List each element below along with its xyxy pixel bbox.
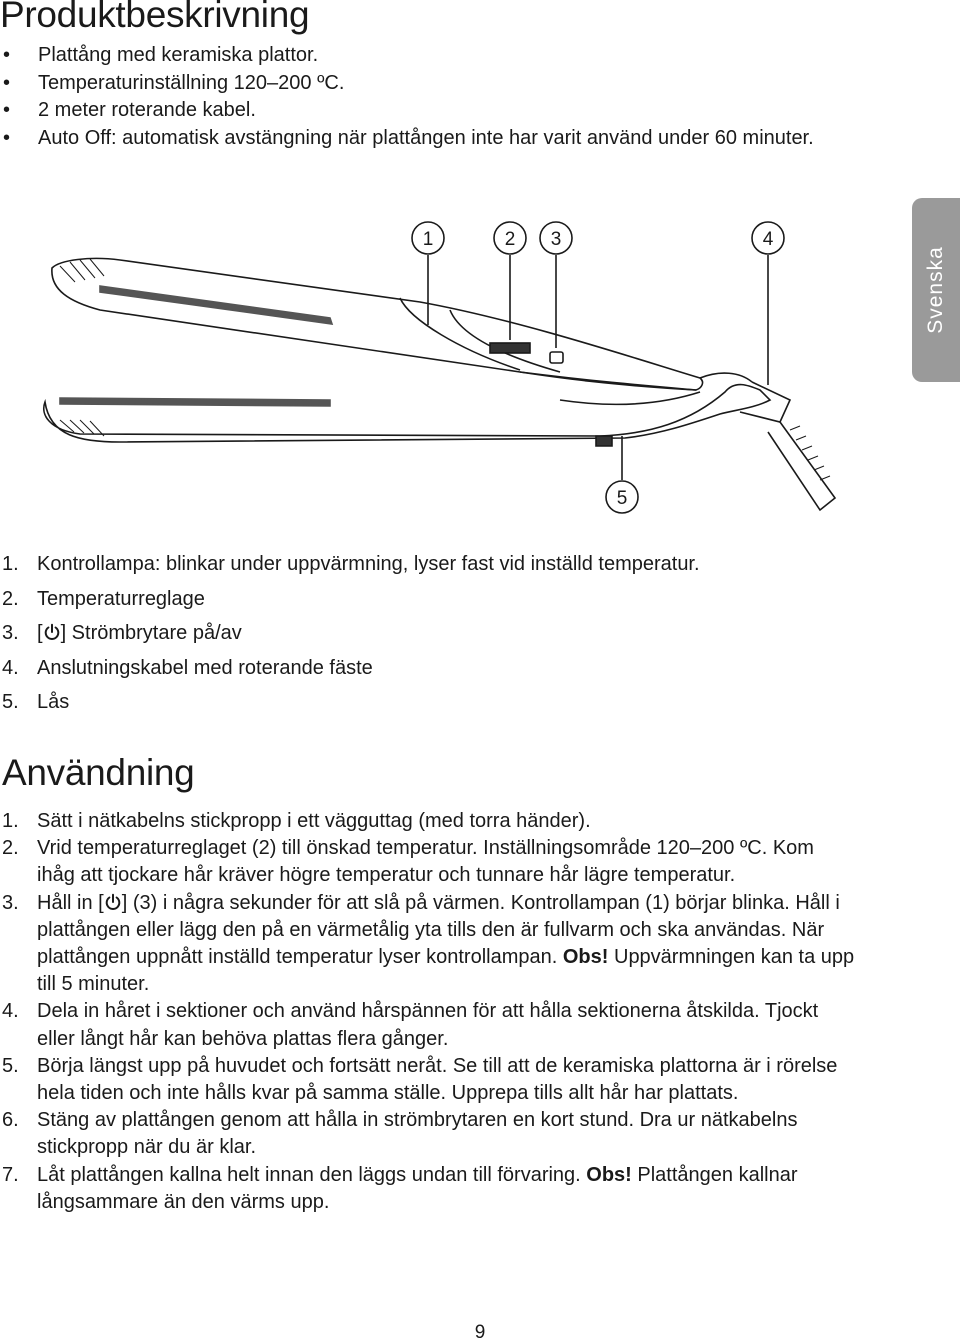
lower-arm bbox=[44, 385, 770, 442]
list-item: 4. Dela in håret i sektioner och använd hårspännen för att hålla sektionerna åtskilda. Tjockt eller långt hår kan behöva plattas flera gånger. bbox=[2, 1000, 819, 1050]
list-item: 4. Anslutningskabel med roterande fäste bbox=[2, 656, 373, 679]
page-number: 9 bbox=[474, 1322, 486, 1343]
list-item: 1. Sätt i nätkabelns stickpropp i ett vägguttag (med torra händer). bbox=[2, 810, 591, 832]
language-tab: Svenska bbox=[912, 198, 960, 382]
callout-2: 2 bbox=[504, 229, 516, 250]
callout-1: 1 bbox=[422, 229, 434, 250]
list-item: 3. Håll in [ ] (3) i några sekunder för att slå på värmen. Kontrollampan (1) börjar blinka. Håll i plattången eller lägg den på en värmetålig yta tills den är fullvarm och ska användas. När plattången uppnått inställd temperatur lyser kontrollampan. Obs! Uppvärmningen kan ta upp till 5 minuter. bbox=[2, 891, 855, 996]
page-title: Produktbeskrivning bbox=[0, 0, 310, 35]
usage-steps bbox=[2, 808, 857, 1216]
bullet-icon: • bbox=[3, 126, 11, 149]
list-item: 5. Lås bbox=[2, 691, 70, 713]
callout-4: 4 bbox=[762, 229, 774, 250]
list-item: 2. Vrid temperaturreglaget (2) till önskad temperatur. Inställningsområde 120–200 ºC. Kom ihåg att tjockare hår kräver högre temperatur och tunnare hår lägre temperatur. bbox=[2, 837, 814, 887]
power-icon bbox=[43, 623, 61, 641]
list-item: 3. [ ] Strömbrytare på/av bbox=[2, 622, 242, 644]
list-item: 7. Låt plattången kallna helt innan den läggs undan till förvaring. Obs! Plattången kallnar långsammare än den värms upp. bbox=[2, 1163, 798, 1213]
bullet-icon: • bbox=[3, 99, 11, 121]
list-item: • Temperaturinställning 120–200 ºC. bbox=[0, 70, 818, 98]
list-item: 6. Stäng av plattången genom att hålla in strömbrytaren en kort stund. Dra ur nätkabelns stickpropp när du är klar. bbox=[2, 1109, 798, 1159]
feature-list bbox=[0, 42, 818, 152]
list-item: • Plattång med keramiska plattor. bbox=[0, 42, 818, 70]
bullet-icon: • bbox=[3, 71, 11, 94]
list-item: 1. Kontrollampa: blinkar under uppvärmning, lyser fast vid inställd temperatur. bbox=[2, 553, 700, 575]
list-item: 2. Temperaturreglage bbox=[2, 587, 205, 610]
callout-5: 5 bbox=[616, 488, 628, 509]
flat-iron-diagram bbox=[0, 210, 880, 520]
list-item: • Auto Off: automatisk avstängning när plattången inte har varit använd under 60 minuter. bbox=[0, 125, 818, 153]
list-item: • 2 meter roterande kabel. bbox=[0, 97, 818, 125]
bullet-icon: • bbox=[3, 44, 11, 66]
list-item: 5. Börja längst upp på huvudet och fortsätt neråt. Se till att de keramiska plattorna är i rörelse hela tiden och inte hålls kvar på samma ställe. Upprepa tills allt hår har plattats. bbox=[2, 1054, 838, 1105]
section-heading: Användning bbox=[2, 752, 195, 793]
callout-3: 3 bbox=[550, 229, 562, 250]
power-icon bbox=[104, 893, 122, 911]
parts-list bbox=[2, 549, 700, 722]
upper-arm bbox=[52, 258, 703, 390]
